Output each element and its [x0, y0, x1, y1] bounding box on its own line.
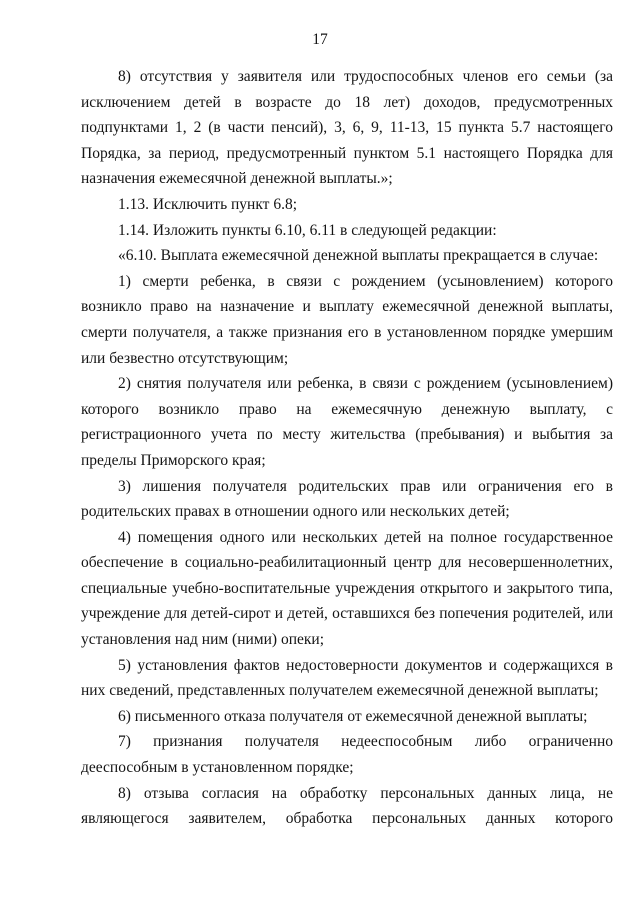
paragraph-6-10-intro: «6.10. Выплата ежемесячной денежной выплаты прекращается в случае: [118, 247, 599, 265]
paragraph-item-1-death: 1) смерти ребенка, в связи с рождением (усыновлением) которого возникло право на назначение и выплату ежемесячной денежной выплаты, смерти получателя, а также признания его в установленном порядке умершим или безвестно отсутствующим; [81, 272, 613, 367]
document-body [81, 64, 613, 832]
paragraph-item-7-incapacity: 7) признания получателя недееспособным либо ограниченно дееспособным в установленном порядке; [81, 733, 613, 777]
paragraph-1-14: 1.14. Изложить пункты 6.10, 6.11 в следующей редакции: [118, 221, 497, 239]
paragraph-item-8-consent-withdrawal: 8) отзыва согласия на обработку персональных данных лица, не являющегося заявителем, обработка персональных данных которого [81, 784, 613, 828]
paragraph-item-4-state-care: 4) помещения одного или нескольких детей на полное государственное обеспечение в социально-реабилитационный центр для несовершеннолетних, специальные учебно-воспитательные учреждения открытого и закрытого типа, учреждение для детей-сирот и детей, оставшихся без попечения родителей, или установления над ним (ними) опеки; [81, 528, 613, 649]
paragraph-item-8-income: 8) отсутствия у заявителя или трудоспособных членов его семьи (за исключением детей в возрасте до 18 лет) доходов, предусмотренных подпунктами 1, 2 (в части пенсий), 3, 6, 9, 11-13, 15 пункта 5.7 настоящего Порядка, за период, предусмотренный пунктом 5.1 настоящего Порядка для назначения ежемесячной денежной выплаты.»; [81, 68, 613, 188]
paragraph-item-2-deregistration: 2) снятия получателя или ребенка, в связи с рождением (усыновлением) которого возникло право на ежемесячную денежную выплату, с регистрационного учета по месту жительства (пребывания) и выбытия за пределы Приморского края; [81, 375, 613, 469]
page-number: 17 [312, 31, 328, 48]
paragraph-item-6-written-refusal: 6) письменного отказа получателя от ежемесячной денежной выплаты; [118, 707, 588, 725]
paragraph-1-13: 1.13. Исключить пункт 6.8; [118, 195, 298, 213]
paragraph-item-5-false-documents: 5) установления фактов недостоверности документов и содержащихся в них сведений, представленных получателем ежемесячной денежной выплаты; [81, 656, 613, 700]
paragraph-item-3-parental-rights: 3) лишения получателя родительских прав или ограничения его в родительских правах в отношении одного или нескольких детей; [81, 477, 613, 521]
